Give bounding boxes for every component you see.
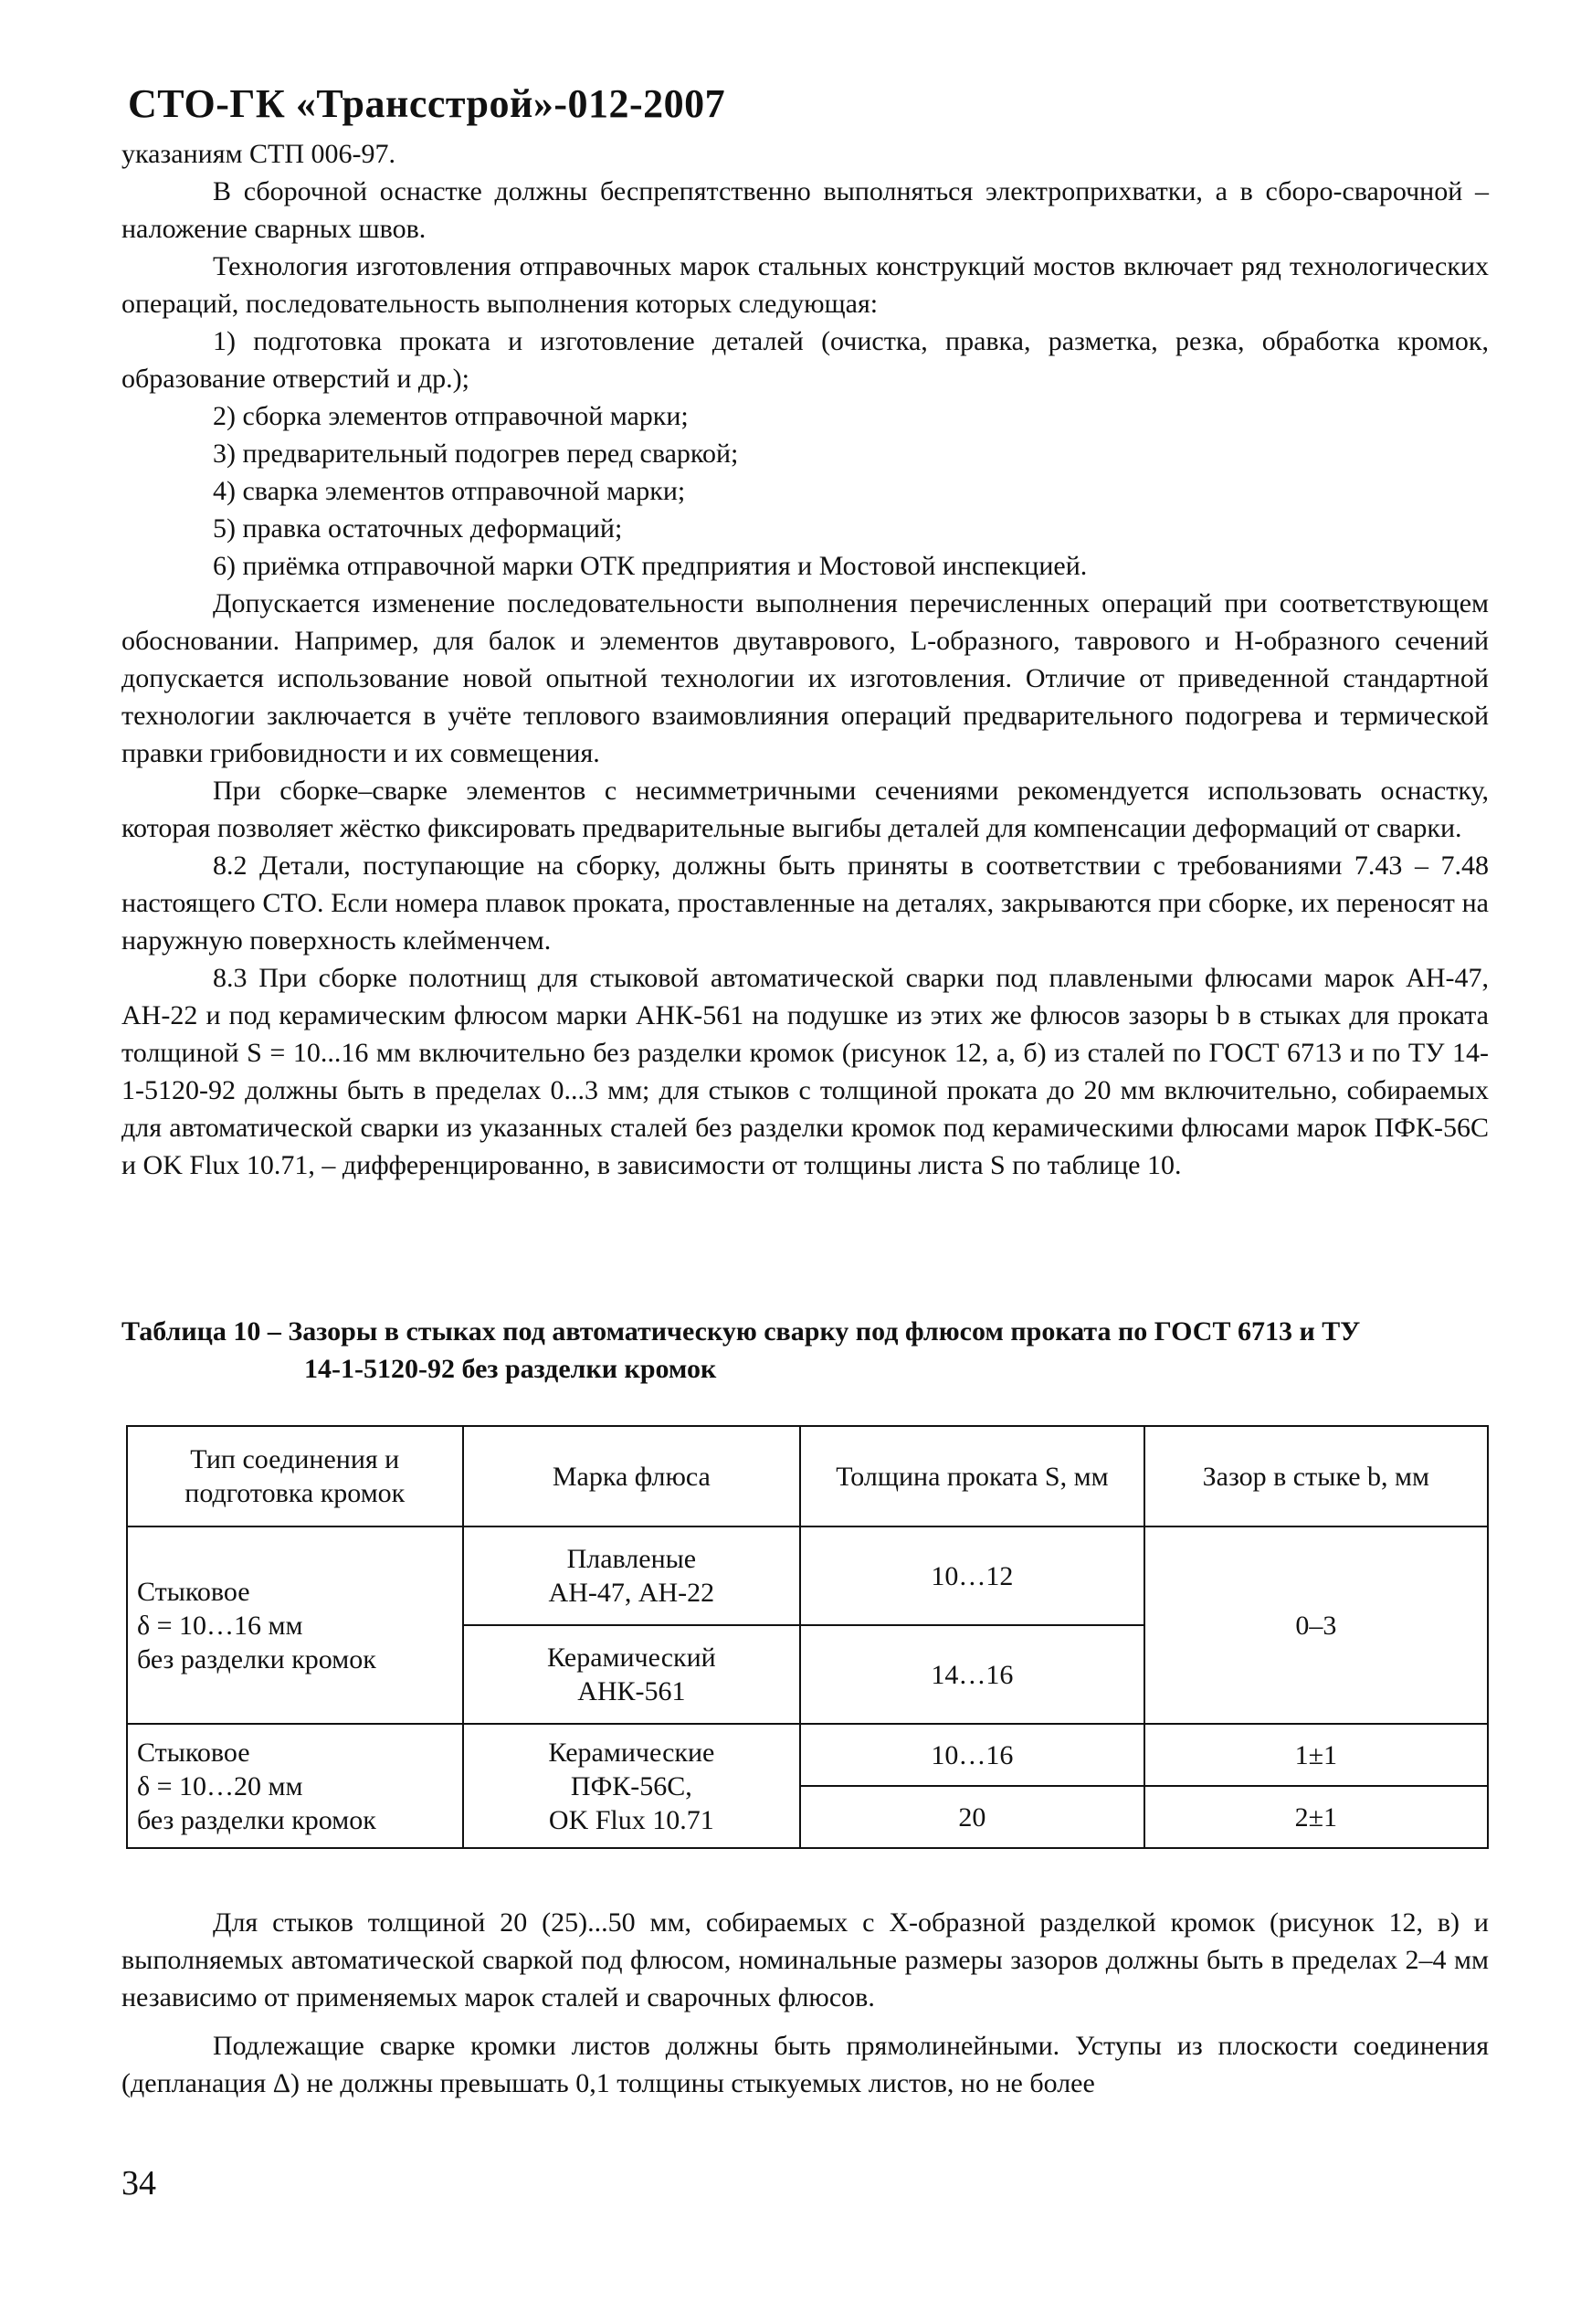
table-caption [121, 1313, 1501, 1388]
cell-thickness-2: 14…16 [800, 1625, 1144, 1724]
header-connection-type: Тип соединения и подготовка кромок [127, 1426, 463, 1526]
cell-flux-3 [463, 1724, 801, 1848]
paragraph-5: При сборке–сварке элементов с несимметричными сечениями рекомендуется использовать оснастку, которая позволяет жёстко фиксировать предварительные выгибы деталей для компенсации деформаций от сварки. [121, 776, 1489, 843]
cell-line: δ = 10…20 мм [137, 1770, 303, 1801]
list-item-5: 5) правка остаточных деформаций; [213, 513, 623, 544]
cell-thickness-3: 10…16 [800, 1724, 1144, 1786]
cell-line: Керамические [548, 1737, 715, 1768]
list-item-3: 3) предварительный подогрев перед сваркой; [213, 438, 739, 469]
list-item-1: 1) подготовка проката и изготовление деталей (очистка, правка, разметка, резка, обработка кромок, образование отверстий и др.); [121, 326, 1489, 394]
cell-line: Стыковое [137, 1737, 250, 1768]
table-row [127, 1724, 1488, 1786]
list-item-6: 6) приёмка отправочной марки ОТК предприятия и Мостовой инспекцией. [213, 551, 1088, 581]
paragraph-1: указаниям СТП 006-97. [121, 139, 395, 169]
cell-flux-1 [463, 1526, 801, 1625]
cell-line: OK Flux 10.71 [548, 1804, 714, 1835]
gaps-table [126, 1425, 1489, 1849]
table-caption-line-2: 14-1-5120-92 без разделки кромок [304, 1354, 717, 1384]
cell-line: Стыковое [137, 1576, 250, 1607]
cell-line: без разделки кромок [137, 1804, 376, 1835]
paragraph-7: 8.3 При сборке полотнищ для стыковой автоматической сварки под плавлеными флюсами марок АН-47, АН-22 и под керамическим флюсом марки АНК-561 на подушке из этих же флюсов зазоры b в стыках для проката толщиной S = 10...16 мм включительно без разделки кромок (рисунок 12, а, б) из сталей по ГОСТ 6713 и по ТУ 14-1-5120-92 должны быть в пределах 0...3 мм; для стыков с толщиной проката до 20 мм включительно, собираемых для автоматической сварки из указанных сталей без разделки кромок под керамическими флюсами марок ПФК-56С и OK Flux 10.71, – дифференцированно, в зависимости от толщины листа S по таблице 10. [121, 963, 1489, 1180]
paragraph-9: Подлежащие сварке кромки листов должны быть прямолинейными. Уступы из плоскости соединения (депланация Δ) не должны превышать 0,1 толщины стыкуемых листов, но не более [121, 2031, 1489, 2098]
header-flux-brand: Марка флюса [463, 1426, 801, 1526]
cell-line: Плавленые [566, 1544, 697, 1574]
document-header: СТО-ГК «Трансстрой»-012-2007 [128, 81, 726, 126]
header-gap: Зазор в стыке b, мм [1144, 1426, 1488, 1526]
paragraph-8: Для стыков толщиной 20 (25)...50 мм, собираемых с Х-образной разделкой кромок (рисунок 12, в) и выполняемых автоматической сваркой под флюсом, номинальные размеры зазоров должны быть в пределах 2–4 мм независимо от применяемых марок сталей и сварочных флюсов. [121, 1907, 1489, 2012]
paragraph-6: 8.2 Детали, поступающие на сборку, должны быть приняты в соответствии с требованиями 7.43 – 7.48 настоящего СТО. Если номера плавок проката, проставленные на деталях, закрываются при сборке, их переносят на наружную поверхность клейменчем. [121, 850, 1489, 956]
table-header-row [127, 1426, 1488, 1526]
cell-gap-1: 0–3 [1144, 1526, 1488, 1724]
table-caption-line-1: Таблица 10 – Зазоры в стыках под автоматическую сварку под флюсом проката по ГОСТ 6713 и ТУ [121, 1316, 1361, 1347]
list-item-2: 2) сборка элементов отправочной марки; [213, 401, 689, 431]
cell-line: АН-47, АН-22 [548, 1578, 715, 1608]
page-number: 34 [121, 2164, 156, 2203]
list-item-4: 4) сварка элементов отправочной марки; [213, 476, 686, 506]
cell-connection-type-2 [127, 1724, 463, 1848]
cell-line: АНК-561 [577, 1676, 686, 1706]
paragraph-4: Допускается изменение последовательности выполнения перечисленных операций при соответствующем обосновании. Например, для балок и элементов двутаврового, L-образного, таврового и Н-образного сечений допускается использование новой опытной технологии их изготовления. Отличие от приведенной стандартной технологии заключается в учёте теплового взаимовлияния операций предварительного подогрева и термической правки грибовидности и их совмещения. [121, 588, 1489, 768]
paragraph-2: В сборочной оснастке должны беспрепятственно выполняться электроприхватки, а в сборо-сварочной – наложение сварных швов. [121, 176, 1489, 244]
table-row [127, 1526, 1488, 1625]
body-text-top [121, 135, 1489, 1184]
cell-thickness-4: 20 [800, 1786, 1144, 1848]
cell-line: δ = 10…16 мм [137, 1610, 303, 1641]
cell-line: ПФК-56С, [570, 1770, 692, 1801]
cell-gap-3: 2±1 [1144, 1786, 1488, 1848]
cell-flux-2 [463, 1625, 801, 1724]
cell-connection-type-1 [127, 1526, 463, 1724]
header-thickness: Толщина проката S, мм [800, 1426, 1144, 1526]
cell-line: Керамический [547, 1643, 716, 1673]
paragraph-3: Технология изготовления отправочных марок стальных конструкций мостов включает ряд технологических операций, последовательность выполнения которых следующая: [121, 251, 1489, 319]
cell-line: без разделки кромок [137, 1643, 376, 1674]
body-text-bottom [121, 1904, 1489, 2102]
cell-thickness-1: 10…12 [800, 1526, 1144, 1625]
cell-gap-2: 1±1 [1144, 1724, 1488, 1786]
